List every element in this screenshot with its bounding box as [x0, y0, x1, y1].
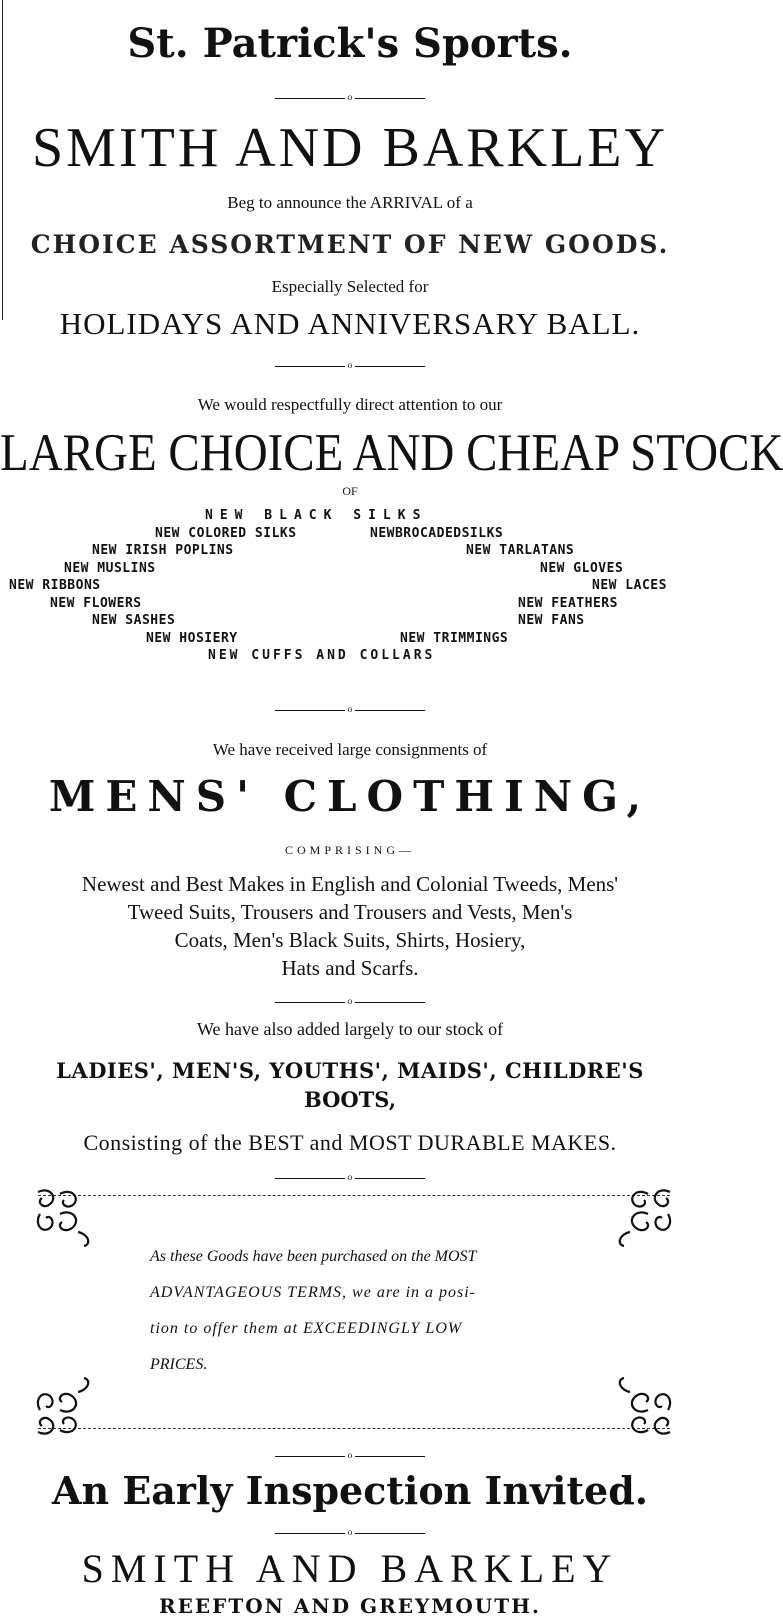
received-line: We have received large consignments of	[212, 740, 488, 759]
holidays-heading: HOLIDAYS AND ANNIVERSARY BALL.	[59, 306, 641, 341]
divider: o	[275, 1456, 425, 1457]
firm-footer: SMITH AND BARKLEY	[81, 1546, 619, 1591]
consisting-line: Consisting of the BEST and MOST DURABLE MAKES.	[83, 1130, 617, 1155]
of-label: OF	[342, 484, 358, 498]
mens-clothing-heading: MENS' CLOTHING,	[48, 772, 652, 821]
goods-muslins: NEW MUSLINS	[64, 561, 156, 576]
goods-irish-poplins: NEW IRISH POPLINS	[92, 543, 234, 558]
goods-feathers: NEW FEATHERS	[518, 596, 618, 611]
boots-heading-2: BOOTS,	[303, 1087, 397, 1112]
ornamental-frame	[38, 1195, 670, 1429]
goods-flowers: NEW FLOWERS	[50, 596, 142, 611]
goods-colored-silks: NEW COLORED SILKS	[155, 526, 297, 541]
goods-laces: NEW LACES	[592, 578, 667, 593]
added-line: We have also added largely to our stock of	[196, 1019, 504, 1039]
ornament-bottom-left-icon	[30, 1370, 100, 1440]
boots-heading: LADIES', MEN'S, YOUTHS', MAIDS', CHILDRE'S	[56, 1058, 644, 1083]
clothing-line: Coats, Men's Black Suits, Shirts, Hosiery,	[174, 928, 526, 952]
goods-hosiery: NEW HOSIERY	[146, 631, 238, 646]
attention-line: We would respectfully direct attention to our	[197, 395, 503, 414]
divider: o	[275, 98, 425, 99]
divider: o	[275, 710, 425, 711]
goods-black-silks: NEW BLACK SILKS	[205, 508, 428, 523]
clothing-line: Tweed Suits, Trousers and Trousers and Vests, Men's	[127, 900, 573, 924]
goods-tarlatans: NEW TARLATANS	[466, 543, 575, 558]
box-text-line: tion to offer them at EXCEEDINGLY LOW	[150, 1320, 463, 1337]
firm-name: SMITH AND BARKLEY	[32, 117, 668, 179]
divider: o	[275, 366, 425, 367]
divider: o	[275, 1533, 425, 1534]
goods-fans: NEW FANS	[518, 613, 585, 628]
box-text-line: PRICES.	[150, 1356, 208, 1373]
ornament-bottom-right-icon	[608, 1370, 678, 1440]
divider: o	[275, 1178, 425, 1179]
comprising-label: COMPRISING—	[284, 843, 415, 857]
ornament-top-left-icon	[30, 1184, 100, 1254]
ornament-top-right-icon	[608, 1184, 678, 1254]
box-text-line: ADVANTAGEOUS TERMS, we are in a posi-	[150, 1284, 477, 1301]
choice-assortment: CHOICE ASSORTMENT OF NEW GOODS.	[30, 230, 670, 259]
goods-brocaded-silks: NEWBROCADEDSILKS	[370, 526, 504, 541]
locations-line: REEFTON AND GREYMOUTH.	[159, 1594, 541, 1618]
inspection-heading: An Early Inspection Invited.	[51, 1468, 648, 1513]
goods-gloves: NEW GLOVES	[540, 561, 624, 576]
clothing-line: Hats and Scarfs.	[281, 956, 419, 980]
event-title: St. Patrick's Sports.	[127, 20, 573, 67]
goods-ribbons: NEW RIBBONS	[9, 578, 101, 593]
announce-line: Beg to announce the ARRIVAL of a	[227, 193, 473, 212]
box-text-line: As these Goods have been purchased on the MOST	[150, 1248, 477, 1265]
especially-selected: Especially Selected for	[271, 277, 429, 296]
divider: o	[275, 1002, 425, 1003]
goods-sashes: NEW SASHES	[92, 613, 176, 628]
large-stock-heading: LARGE CHOICE AND CHEAP STOCK	[0, 423, 783, 483]
clothing-line: Newest and Best Makes in English and Colonial Tweeds, Mens'	[81, 872, 619, 896]
goods-cuffs-collars: NEW CUFFS AND COLLARS	[208, 648, 436, 663]
goods-trimmings: NEW TRIMMINGS	[400, 631, 509, 646]
